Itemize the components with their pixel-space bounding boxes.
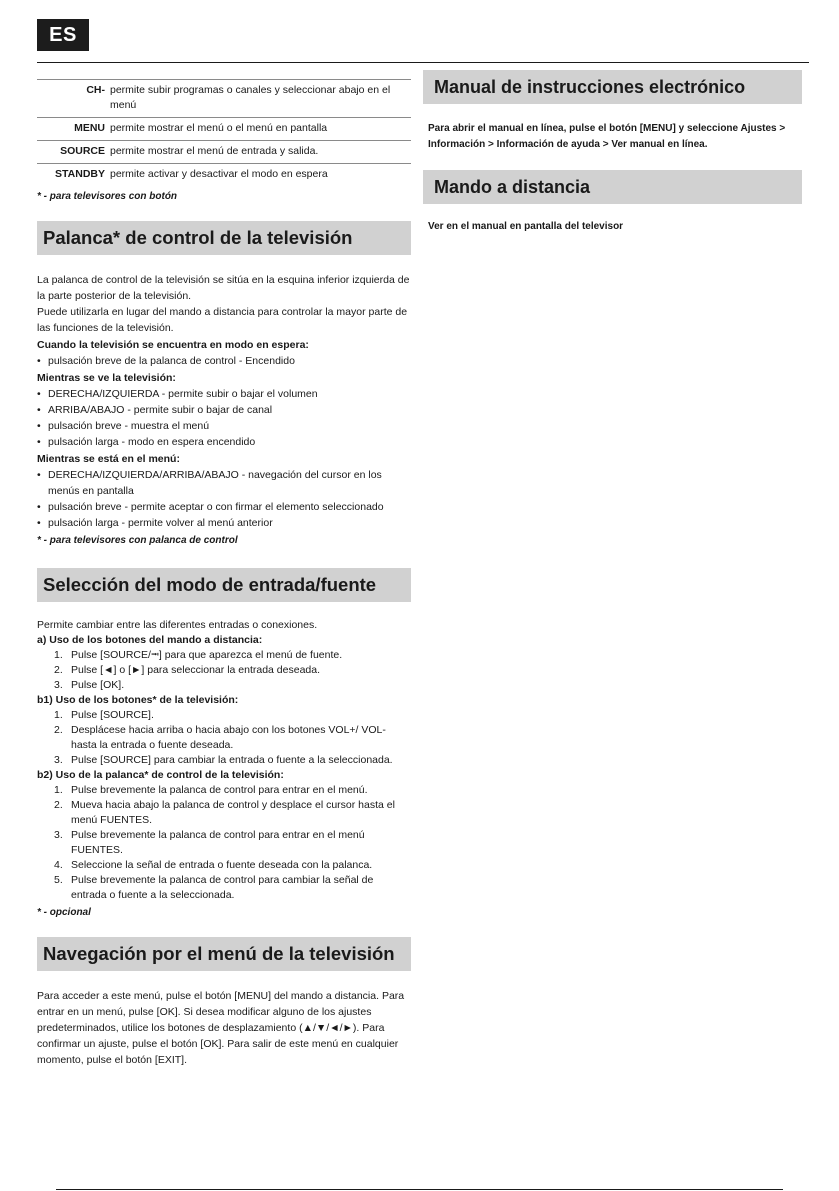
button-desc: permite mostrar el menú o el menú en pantalla <box>110 122 328 134</box>
remote-steps-heading: a) Uso de los botones del mando a distancia: <box>37 634 263 646</box>
list-item: • DERECHA/IZQUIERDA/ARRIBA/ABAJO - navegación del cursor en los menús en pantalla <box>37 467 411 499</box>
joystick-intro-1: La palanca de control de la televisión se sitúa en la esquina inferior izquierda de la parte posterior de la televisión. <box>37 274 410 302</box>
list-item: • ARRIBA/ABAJO - permite subir o bajar de canal <box>37 402 411 418</box>
table-row <box>37 80 411 118</box>
list-item: 2. Mueva hacia abajo la palanca de control y desplace el cursor hasta el menú FUENTES. <box>54 799 395 826</box>
remote-heading: Mando a distancia <box>423 170 802 204</box>
joystick-steps <box>37 783 411 903</box>
language-badge: ES <box>37 19 89 51</box>
joystick-intro-2: Puede utilizarla en lugar del mando a distancia para controlar la mayor parte de las funciones de la televisión. <box>37 306 408 334</box>
watching-list <box>37 386 411 450</box>
standby-list <box>37 353 411 369</box>
list-item: • pulsación larga - modo en espera encendido <box>37 434 411 450</box>
list-item: • pulsación breve - permite aceptar o con firmar el elemento seleccionado <box>37 499 411 515</box>
button-key: MENU <box>74 122 105 134</box>
menu-list <box>37 467 411 531</box>
menu-nav-text: Para acceder a este menú, pulse el botón [MENU] del mando a distancia. Para entrar en un menú, pulse [OK]. Si desea modificar alguno de los ajustes predeterminados, utilice los botones de desplazamiento (▲/▼/◄/►). Para confirmar un ajuste, pulse el botón [OK]. Para salir de este menú en cualquier momento, pulse el botón [EXIT]. <box>37 990 405 1066</box>
button-desc: permite activar y desactivar el modo en espera <box>110 168 328 180</box>
joystick-section <box>37 272 411 548</box>
input-section <box>37 618 411 920</box>
menu-heading: Mientras se está en el menú: <box>37 453 180 465</box>
list-item: 1. Pulse [SOURCE/⭲] para que aparezca el menú de fuente. <box>54 649 343 661</box>
joystick-steps-heading: b2) Uso de la palanca* de control de la televisión: <box>37 769 284 781</box>
emanual-heading: Manual de instrucciones electrónico <box>423 70 802 104</box>
button-key: CH- <box>86 84 105 96</box>
input-heading: Selección del modo de entrada/fuente <box>37 568 411 602</box>
joystick-note: * - para televisores con palanca de control <box>37 535 238 546</box>
standby-heading: Cuando la televisión se encuentra en modo en espera: <box>37 339 309 351</box>
list-item: 3. Pulse [SOURCE] para cambiar la entrada o fuente a la seleccionada. <box>54 754 393 766</box>
right-column <box>423 70 802 235</box>
list-item: • pulsación larga - permite volver al menú anterior <box>37 515 411 531</box>
header-rule <box>37 62 809 63</box>
emanual-text: Para abrir el manual en línea, pulse el botón [MENU] y seleccione Ajustes > Información > Información de ayuda > Ver manual en línea. <box>428 123 786 150</box>
list-item: 1. Pulse [SOURCE]. <box>54 709 154 721</box>
list-item: 3. Pulse brevemente la palanca de control para entrar en el menú FUENTES. <box>54 829 365 856</box>
list-item: 1. Pulse brevemente la palanca de control para entrar en el menú. <box>54 784 368 796</box>
list-item: 4. Seleccione la señal de entrada o fuente deseada con la palanca. <box>54 859 373 871</box>
buttons-table <box>37 79 411 186</box>
list-item: 2. Desplácese hacia arriba o hacia abajo con los botones VOL+/ VOL- hasta la entrada o fuente deseada. <box>54 724 386 751</box>
list-item: 5. Pulse brevemente la palanca de control para cambiar la señal de entrada o fuente a la seleccionada. <box>54 874 374 901</box>
menu-nav-heading: Navegación por el menú de la televisión <box>37 937 411 971</box>
button-desc: permite subir programas o canales y seleccionar abajo en el menú <box>110 84 391 111</box>
remote-text: Ver en el manual en pantalla del televisor <box>428 221 624 232</box>
watching-heading: Mientras se ve la televisión: <box>37 372 176 384</box>
list-item: 3. Pulse [OK]. <box>54 679 125 691</box>
button-desc: permite mostrar el menú de entrada y salida. <box>110 145 319 157</box>
footer-rule <box>56 1189 783 1190</box>
tv-buttons-heading: b1) Uso de los botones* de la televisión: <box>37 694 239 706</box>
input-note: * - opcional <box>37 907 91 918</box>
button-key: SOURCE <box>60 145 105 157</box>
remote-steps <box>37 648 411 693</box>
tv-buttons-steps <box>37 708 411 768</box>
list-item: • pulsación breve de la palanca de control - Encendido <box>37 353 411 369</box>
list-item: • DERECHA/IZQUIERDA - permite subir o bajar el volumen <box>37 386 411 402</box>
left-column <box>37 79 411 1068</box>
table-row <box>37 141 411 164</box>
joystick-heading: Palanca* de control de la televisión <box>37 221 411 255</box>
list-item: 2. Pulse [◄] o [►] para seleccionar la entrada deseada. <box>54 664 321 676</box>
button-key: STANDBY <box>55 168 105 180</box>
buttons-note: * - para televisores con botón <box>37 191 178 202</box>
input-intro: Permite cambiar entre las diferentes entradas o conexiones. <box>37 619 318 631</box>
list-item: • pulsación breve - muestra el menú <box>37 418 411 434</box>
table-row <box>37 118 411 141</box>
table-row <box>37 164 411 187</box>
